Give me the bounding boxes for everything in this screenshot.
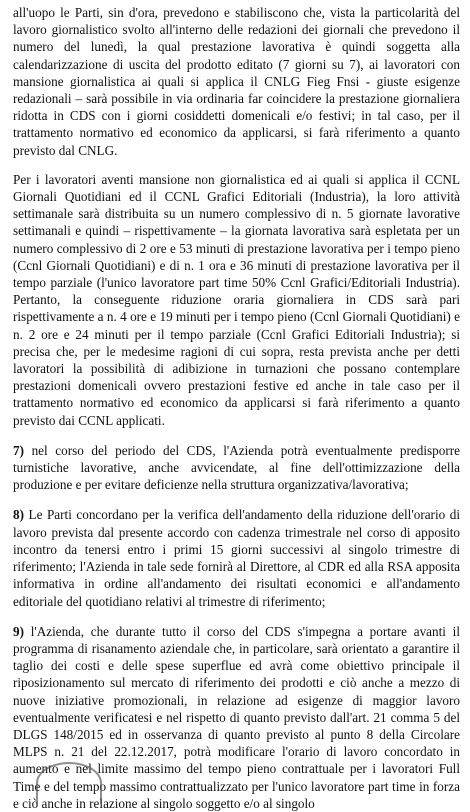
item-number: 8) xyxy=(13,507,24,523)
paragraph-continuation xyxy=(13,4,460,159)
paragraph-text: l'Azienda, che durante tutto il corso del CDS s'impegna a portare avanti il programma di risanamento aziendale che, in particolare, sarà orientato a garantire il taglio dei costi e delle spese superflue ed avrà come obiettivo principale il riposizionamento sul mercato di riferimento dei prodotti e ciò anche a mezzo di nuove iniziative promozionali, in relazione ad esigenze di maggior lavoro eventualmente verificatesi e nel rispetto di quanto previsto dall'art. 21 comma 5 del DLGS 148/2015 ed in osservanza di quanto previsto al punto 8 della Circolare MLPS n. 21 del 22.12.2017, potrà modificare l'orario di lavoro concordato in aumento e nel limite massimo del tempo pieno contrattuale per i lavoratori Full Time e del tempo massimo contrattualizzato per l'unico lavoratore part time in forza e ciò anche in relazione al singolo soggetto e/o al singolo xyxy=(13,623,460,811)
paragraph-item-8 xyxy=(13,506,460,609)
stamp-mark xyxy=(36,762,102,804)
paragraph-item-7 xyxy=(13,442,460,494)
item-number: 9) xyxy=(13,623,24,639)
paragraph-non-journalist-workers xyxy=(13,171,460,429)
paragraph-text: nel corso del periodo del CDS, l'Azienda potrà eventualmente predisporre turnistiche lavorative, anche avvicendate, al fine dell'ottimizzazione della produzione e per evitare deficienze nella struttura organizzativa/lavorativa; xyxy=(13,442,460,493)
paragraph-text: all'uopo le Parti, sin d'ora, prevedono e stabiliscono che, vista la particolarità del lavoro giornalistico svolto all'interno delle redazioni dei giornali che prevedono il numero del lunedì, la qual prestazione lavorativa è quindi soggetta alla calendarizzazione di uscita del prodotto editato (7 giorni su 7), ai lavoratori con mansione giornalistica ai quali si applica il CNLG Fieg Fnsi - giuste esigenze redazionali – sarà possibile in via ordinaria far coincidere la prestazione giornaliera ridotta in CDS con i giorni cosiddetti domenicali e/o festivi; in tal caso, per il trattamento normativo ed economico da applicarsi, si farà riferimento a quanto previsto dal CNLG. xyxy=(13,5,460,158)
paragraph-text: Le Parti concordano per la verifica dell'andamento della riduzione dell'orario di lavoro prevista dal presente accordo con cadenza trimestrale nel corso di apposito incontro da tenersi entro i primi 15 giorni successivi al singolo trimestre di riferimento; l'Azienda in tale sede fornirà al Direttore, al CDR ed alla RSA apposita informativa in ordine all'andamento dei risultati economici e all'andamento editoriale del quotidiano relativi al trimestre di riferimento; xyxy=(13,507,460,609)
paragraph-text: Per i lavoratori aventi mansione non giornalistica ed ai quali si applica il CCNL Giornali Quotidiani ed il CCNL Grafici Editoriali (Industria), la loro attività settimanale sarà distribuita su un numero complessivo di n. 5 giornate lavorative settimanali e quindi – rispettivamente – la giornata lavorativa sarà espletata per un numero complessivo di 2 ore e 53 minuti di prestazione lavorativa per i tempo pieno (Ccnl Giornali Quotidiani) e di n. 1 ora e 36 minuti di prestazione lavorativa per il tempo parziale (l'unico lavoratore part time 50% Ccnl Grafici/Editoriali Industria). Pertanto, la conseguente riduzione oraria giornaliera in CDS sarà pari rispettivamente a n. 4 ore e 19 minuti per i tempo pieno (Ccnl Giornali Quotidiani) e n. 2 ore e 24 minuti per il tempo parziale (Ccnl Grafici Editoriali Industria); si precisa che, per le medesime ragioni di cui sopra, resta prevista anche per detti lavoratori la possibilità di adibizione in turnazioni che possano contemplare prestazioni domenicali ovvero prestazioni festive ed anche in tale caso per il trattamento normativo ed economico da applicarsi si farà riferimento a quanto previsto dai CCNL applicati. xyxy=(13,171,460,428)
item-number: 7) xyxy=(13,442,24,458)
